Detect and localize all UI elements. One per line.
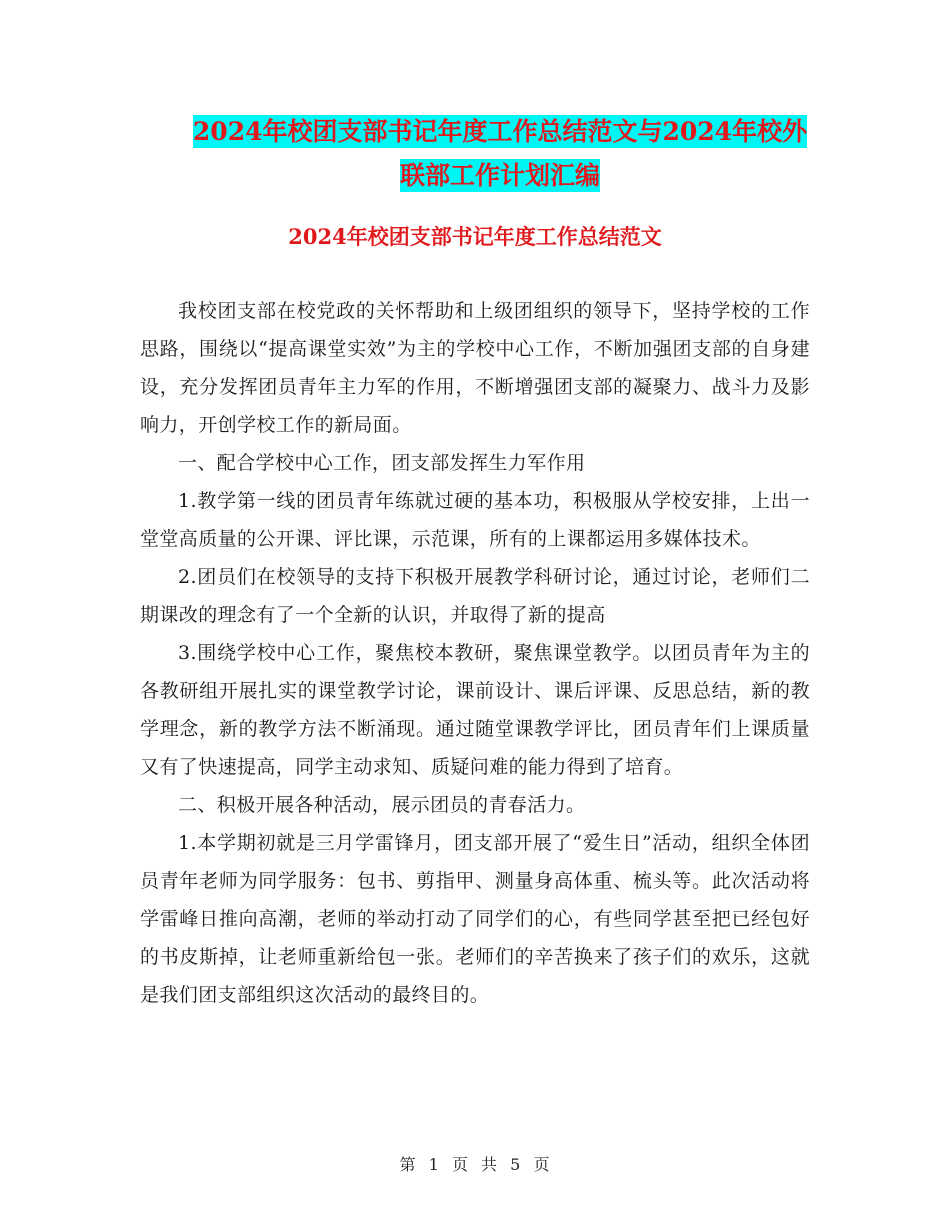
- document-title: [140, 110, 860, 198]
- paragraph: 3.围绕学校中心工作，聚焦校本教研，聚焦课堂教学。以团员青年为主的各教研组开展扎实的课堂教学讨论，课前设计、课后评课、反思总结，新的教学理念，新的教学方法不断涌现。通过随堂课教学评比，团员青年们上课质量又有了快速提高，同学主动求知、质疑问难的能力得到了培育。: [140, 642, 810, 778]
- paragraph: 1.教学第一线的团员青年练就过硬的基本功，积极服从学校安排，上出一堂堂高质量的公开课、评比课，示范课，所有的上课都运用多媒体技术。: [140, 490, 810, 550]
- paragraph: 2.团员们在校领导的支持下积极开展教学科研讨论，通过讨论，老师们二期课改的理念有了一个全新的认识，并取得了新的提高: [140, 566, 810, 626]
- paragraph: 我校团支部在校党政的关怀帮助和上级团组织的领导下，坚持学校的工作思路，围绕以“提高课堂实效”为主的学校中心工作，不断加强团支部的自身建设，充分发挥团员青年主力军的作用，不断增强团支部的凝聚力、战斗力及影响力，开创学校工作的新局面。: [140, 300, 810, 436]
- paragraph: 二、积极开展各种活动，展示团员的青春活力。: [178, 794, 586, 816]
- title-highlight: 2024年校团支部书记年度工作总结范文与2024年校外: [192, 117, 808, 146]
- paragraph: 一、配合学校中心工作，团支部发挥生力军作用: [178, 452, 586, 474]
- page-prefix: 第: [399, 1155, 417, 1174]
- total-unit: 页: [533, 1155, 551, 1174]
- page-unit: 页: [451, 1155, 469, 1174]
- title-highlight: 联部工作计划汇编: [399, 161, 600, 190]
- page-footer: [0, 1152, 950, 1175]
- document-title-line-2: [140, 154, 860, 198]
- page-number: 1: [428, 1155, 440, 1174]
- paragraph: 1.本学期初就是三月学雷锋月，团支部开展了“爱生日”活动，组织全体团员青年老师为同学服务：包书、剪指甲、测量身高体重、梳头等。此次活动将学雷峰日推向高潮，老师的举动打动了同学们的心，有些同学甚至把已经包好的书皮斯掉，让老师重新给包一张。老师们的辛苦换来了孩子们的欢乐，这就是我们团支部组织这次活动的最终目的。: [140, 832, 810, 1006]
- total-prefix: 共: [481, 1155, 499, 1174]
- total-pages: 5: [510, 1155, 522, 1174]
- document-title-line-1: [140, 110, 860, 154]
- section-heading: 2024年校团支部书记年度工作总结范文: [288, 224, 662, 249]
- body-text: [140, 292, 810, 1014]
